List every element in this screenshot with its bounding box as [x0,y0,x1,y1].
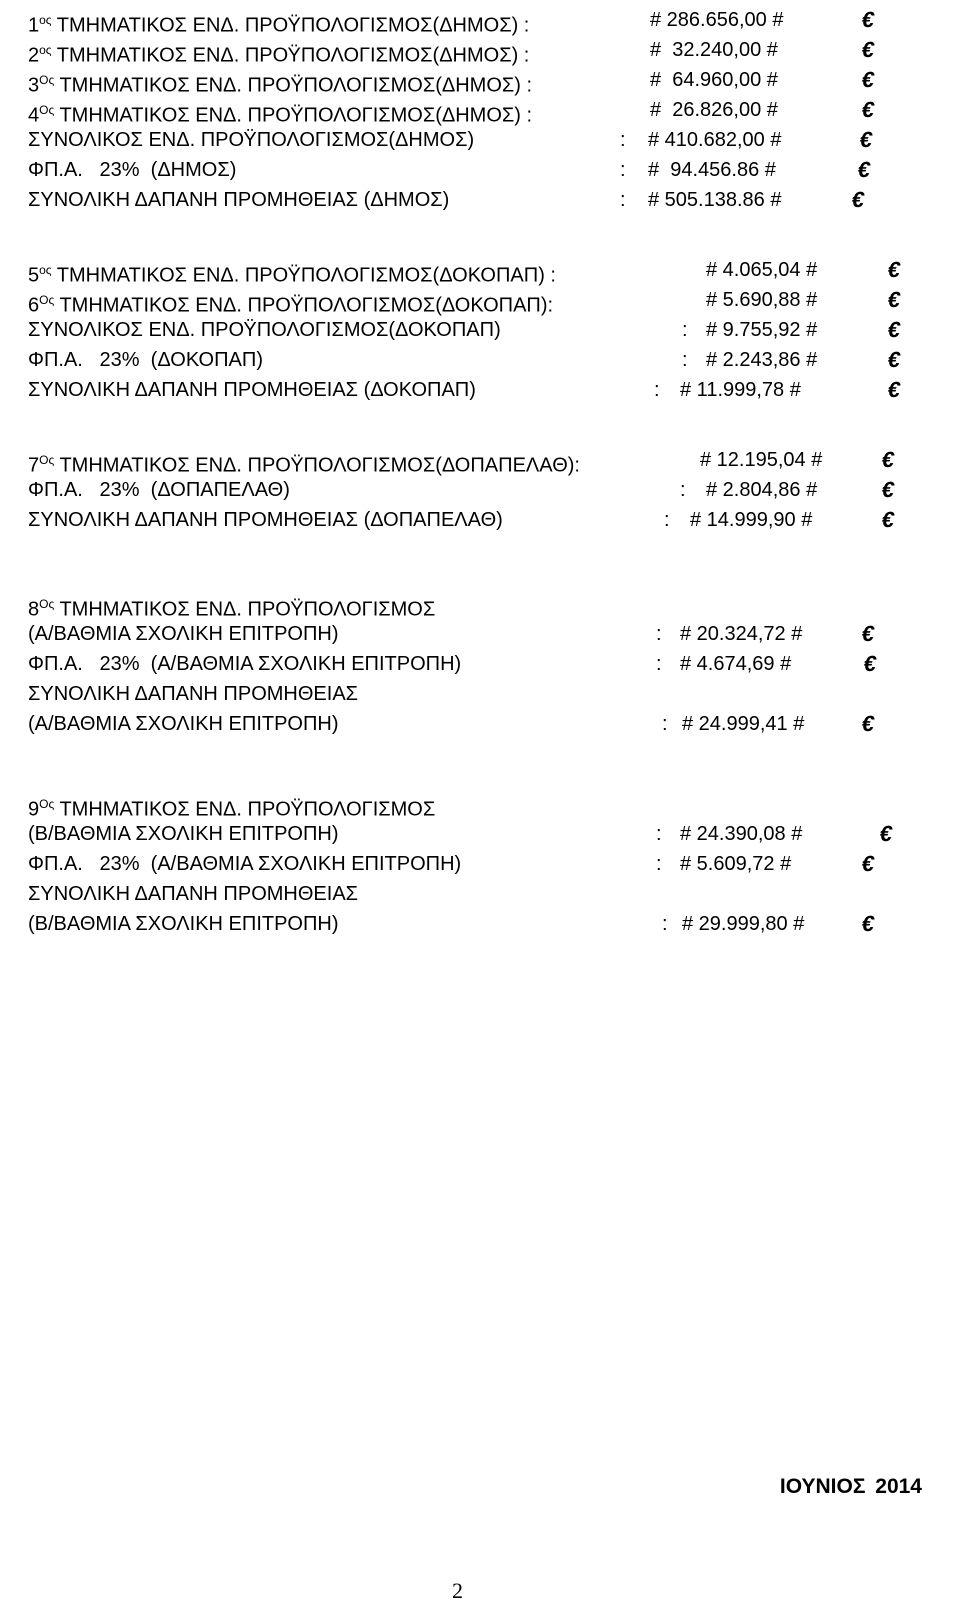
line-label: (Β/ΒΑΘΜΙΑ ΣΧΟΛΙΚΗ ΕΠΙΤΡΟΠΗ) [28,913,339,935]
section-number: 6 [28,294,40,317]
separator-colon: : [664,509,670,531]
line-label: ΣΥΝΟΛΙΚΗ ΔΑΠΑΝΗ ΠΡΟΜΗΘΕΙΑΣ [28,683,359,705]
separator-colon: : [654,379,660,401]
amount-value: # 24.999,41 # [682,713,805,735]
amount-value: # 26.826,00 # [650,99,778,121]
document-date: ΙΟΥΝΙΟΣ 2014 [779,1475,922,1498]
section-number: 9 [28,798,40,821]
section-number: 8 [28,598,40,621]
ordinal-suffix: ος [39,13,52,27]
line-label: $4^{O\varsigma}$ ΤΜΗΜΑΤΙΚΟΣ ΕΝΔ. ΠΡΟΫΠΟΛΟΓΙΣΜΟΣ(ΔΗΜΟΣ) : [28,103,533,127]
page-number: 2 [452,1578,463,1603]
separator-colon: : [656,823,662,845]
amount-value: # 24.390,08 # [680,823,803,845]
budget-line [28,680,960,708]
euro-icon: € [859,97,877,122]
budget-line [28,256,960,287]
separator-colon: : [620,129,626,151]
ordinal-suffix: ος [39,43,52,57]
budget-line [28,186,960,214]
amount-value: # 4.674,69 # [680,653,792,675]
section-number: 1 [28,14,40,37]
euro-icon: € [885,317,903,342]
amount-value: # 94.456.86 # [648,159,776,181]
section-number: 4 [28,104,40,127]
euro-icon: € [885,347,903,372]
line-label: $8^{O\varsigma}$ ΤΜΗΜΑΤΙΚΟΣ ΕΝΔ. ΠΡΟΫΠΟΛΟΓΙΣΜΟΣ [28,597,436,621]
line-label: ΣΥΝΟΛΙΚΗ ΔΑΠΑΝΗ ΠΡΟΜΗΘΕΙΑΣ (ΔΗΜΟΣ) [28,189,450,211]
line-label: ΦΠ.Α. 23% (ΔΟΠΑΠΕΛΑΘ) [28,479,290,501]
ordinal-suffix: Ος [39,73,55,87]
budget-line [28,66,960,97]
amount-value: # 2.243,86 # [706,349,818,371]
separator-colon: : [656,853,662,875]
line-label: ΦΠ.Α. 23% (ΔΗΜΟΣ) [28,159,237,181]
budget-line [28,590,960,621]
line-label: $2^{o\varsigma}$ ΤΜΗΜΑΤΙΚΟΣ ΕΝΔ. ΠΡΟΫΠΟΛΟΓΙΣΜΟΣ(ΔΗΜΟΣ) : [28,43,530,67]
euro-icon: € [859,37,877,62]
euro-icon: € [859,7,877,32]
euro-icon: € [885,257,903,282]
euro-icon: € [861,651,879,676]
ordinal-suffix: Ος [39,103,55,117]
line-label: ΦΠ.Α. 23% (Α/ΒΑΘΜΙΑ ΣΧΟΛΙΚΗ ΕΠΙΤΡΟΠΗ) [28,853,462,875]
amount-value: # 4.065,04 # [706,259,818,281]
ordinal-suffix: Ος [39,453,55,467]
amount-value: # 12.195,04 # [700,449,823,471]
line-label: $3^{O\varsigma}$ ΤΜΗΜΑΤΙΚΟΣ ΕΝΔ. ΠΡΟΫΠΟΛΟΓΙΣΜΟΣ(ΔΗΜΟΣ) : [28,73,533,97]
euro-icon: € [859,911,877,936]
ordinal-suffix: ος [39,263,52,277]
amount-value: # 5.609,72 # [680,853,792,875]
line-label: ΦΠ.Α. 23% (Α/ΒΑΘΜΙΑ ΣΧΟΛΙΚΗ ΕΠΙΤΡΟΠΗ) [28,653,462,675]
separator-colon: : [620,159,626,181]
separator-colon: : [620,189,626,211]
budget-line [28,910,960,938]
ordinal-suffix: Ος [39,293,55,307]
euro-icon: € [849,187,867,212]
line-label: ΣΥΝΟΛΙΚΗ ΔΑΠΑΝΗ ΠΡΟΜΗΘΕΙΑΣ (ΔΟΚΟΠΑΠ) [28,379,476,401]
budget-line [28,96,960,127]
budget-line [28,506,960,534]
euro-icon: € [885,377,903,402]
budget-line [28,6,960,37]
separator-colon: : [656,623,662,645]
line-label: $6^{O\varsigma}$ ΤΜΗΜΑΤΙΚΟΣ ΕΝΔ. ΠΡΟΫΠΟΛΟΓΙΣΜΟΣ(ΔΟΚΟΠΑΠ): [28,293,554,317]
amount-value: # 410.682,00 # [648,129,782,151]
euro-icon: € [879,507,897,532]
section-number: 5 [28,264,40,287]
euro-icon: € [855,157,873,182]
section-number: 2 [28,44,40,67]
separator-colon: : [682,349,688,371]
budget-line [28,710,960,738]
separator-colon: : [656,653,662,675]
euro-icon: € [877,821,895,846]
separator-colon: : [680,479,686,501]
amount-value: # 5.690,88 # [706,289,818,311]
budget-line [28,650,960,678]
amount-value: # 14.999,90 # [690,509,813,531]
amount-value: # 9.755,92 # [706,319,818,341]
amount-value: # 29.999,80 # [682,913,805,935]
euro-icon: € [859,67,877,92]
budget-line [28,446,960,477]
line-label: ΣΥΝΟΛΙΚΗ ΔΑΠΑΝΗ ΠΡΟΜΗΘΕΙΑΣ [28,883,359,905]
budget-line [28,126,960,154]
budget-line [28,376,960,404]
budget-line [28,620,960,648]
line-label: ΣΥΝΟΛΙΚΗ ΔΑΠΑΝΗ ΠΡΟΜΗΘΕΙΑΣ (ΔΟΠΑΠΕΛΑΘ) [28,509,503,531]
budget-line [28,346,960,374]
line-label: (Α/ΒΑΘΜΙΑ ΣΧΟΛΙΚΗ ΕΠΙΤΡΟΠΗ) [28,623,339,645]
line-label: ΣΥΝΟΛΙΚΟΣ ΕΝΔ. ΠΡΟΫΠΟΛΟΓΙΣΜΟΣ(ΔΗΜΟΣ) [28,129,475,151]
line-label: $1^{o\varsigma}$ ΤΜΗΜΑΤΙΚΟΣ ΕΝΔ. ΠΡΟΫΠΟΛΟΓΙΣΜΟΣ(ΔΗΜΟΣ) : [28,13,530,37]
budget-line [28,476,960,504]
ordinal-suffix: Ος [39,797,55,811]
line-label: $9^{O\varsigma}$ ΤΜΗΜΑΤΙΚΟΣ ΕΝΔ. ΠΡΟΫΠΟΛΟΓΙΣΜΟΣ [28,797,436,821]
separator-colon: : [662,713,668,735]
euro-icon: € [859,621,877,646]
euro-icon: € [885,287,903,312]
euro-icon: € [857,127,875,152]
budget-line [28,820,960,848]
budget-line [28,850,960,878]
line-label: $7^{O\varsigma}$ ΤΜΗΜΑΤΙΚΟΣ ΕΝΔ. ΠΡΟΫΠΟΛΟΓΙΣΜΟΣ(ΔΟΠΑΠΕΛΑΘ): [28,453,580,477]
line-label: (Β/ΒΑΘΜΙΑ ΣΧΟΛΙΚΗ ΕΠΙΤΡΟΠΗ) [28,823,339,845]
line-label: (Α/ΒΑΘΜΙΑ ΣΧΟΛΙΚΗ ΕΠΙΤΡΟΠΗ) [28,713,339,735]
budget-line [28,880,960,908]
separator-colon: : [662,913,668,935]
euro-icon: € [859,851,877,876]
budget-line [28,286,960,317]
amount-value: # 286.656,00 # [650,9,784,31]
budget-line [28,790,960,821]
budget-line [28,156,960,184]
line-label: ΣΥΝΟΛΙΚΟΣ ΕΝΔ. ΠΡΟΫΠΟΛΟΓΙΣΜΟΣ(ΔΟΚΟΠΑΠ) [28,319,501,341]
amount-value: # 64.960,00 # [650,69,778,91]
budget-line [28,316,960,344]
section-number: 7 [28,454,40,477]
line-label: $5^{o\varsigma}$ ΤΜΗΜΑΤΙΚΟΣ ΕΝΔ. ΠΡΟΫΠΟΛΟΓΙΣΜΟΣ(ΔΟΚΟΠΑΠ) : [28,263,556,287]
amount-value: # 32.240,00 # [650,39,778,61]
line-label: ΦΠ.Α. 23% (ΔΟΚΟΠΑΠ) [28,349,263,371]
section-number: 3 [28,74,40,97]
amount-value: # 2.804,86 # [706,479,818,501]
amount-value: # 20.324,72 # [680,623,803,645]
euro-icon: € [879,477,897,502]
budget-line [28,36,960,67]
euro-icon: € [879,447,897,472]
amount-value: # 505.138.86 # [648,189,782,211]
amount-value: # 11.999,78 # [680,379,801,401]
separator-colon: : [682,319,688,341]
euro-icon: € [859,711,877,736]
ordinal-suffix: Ος [39,597,55,611]
